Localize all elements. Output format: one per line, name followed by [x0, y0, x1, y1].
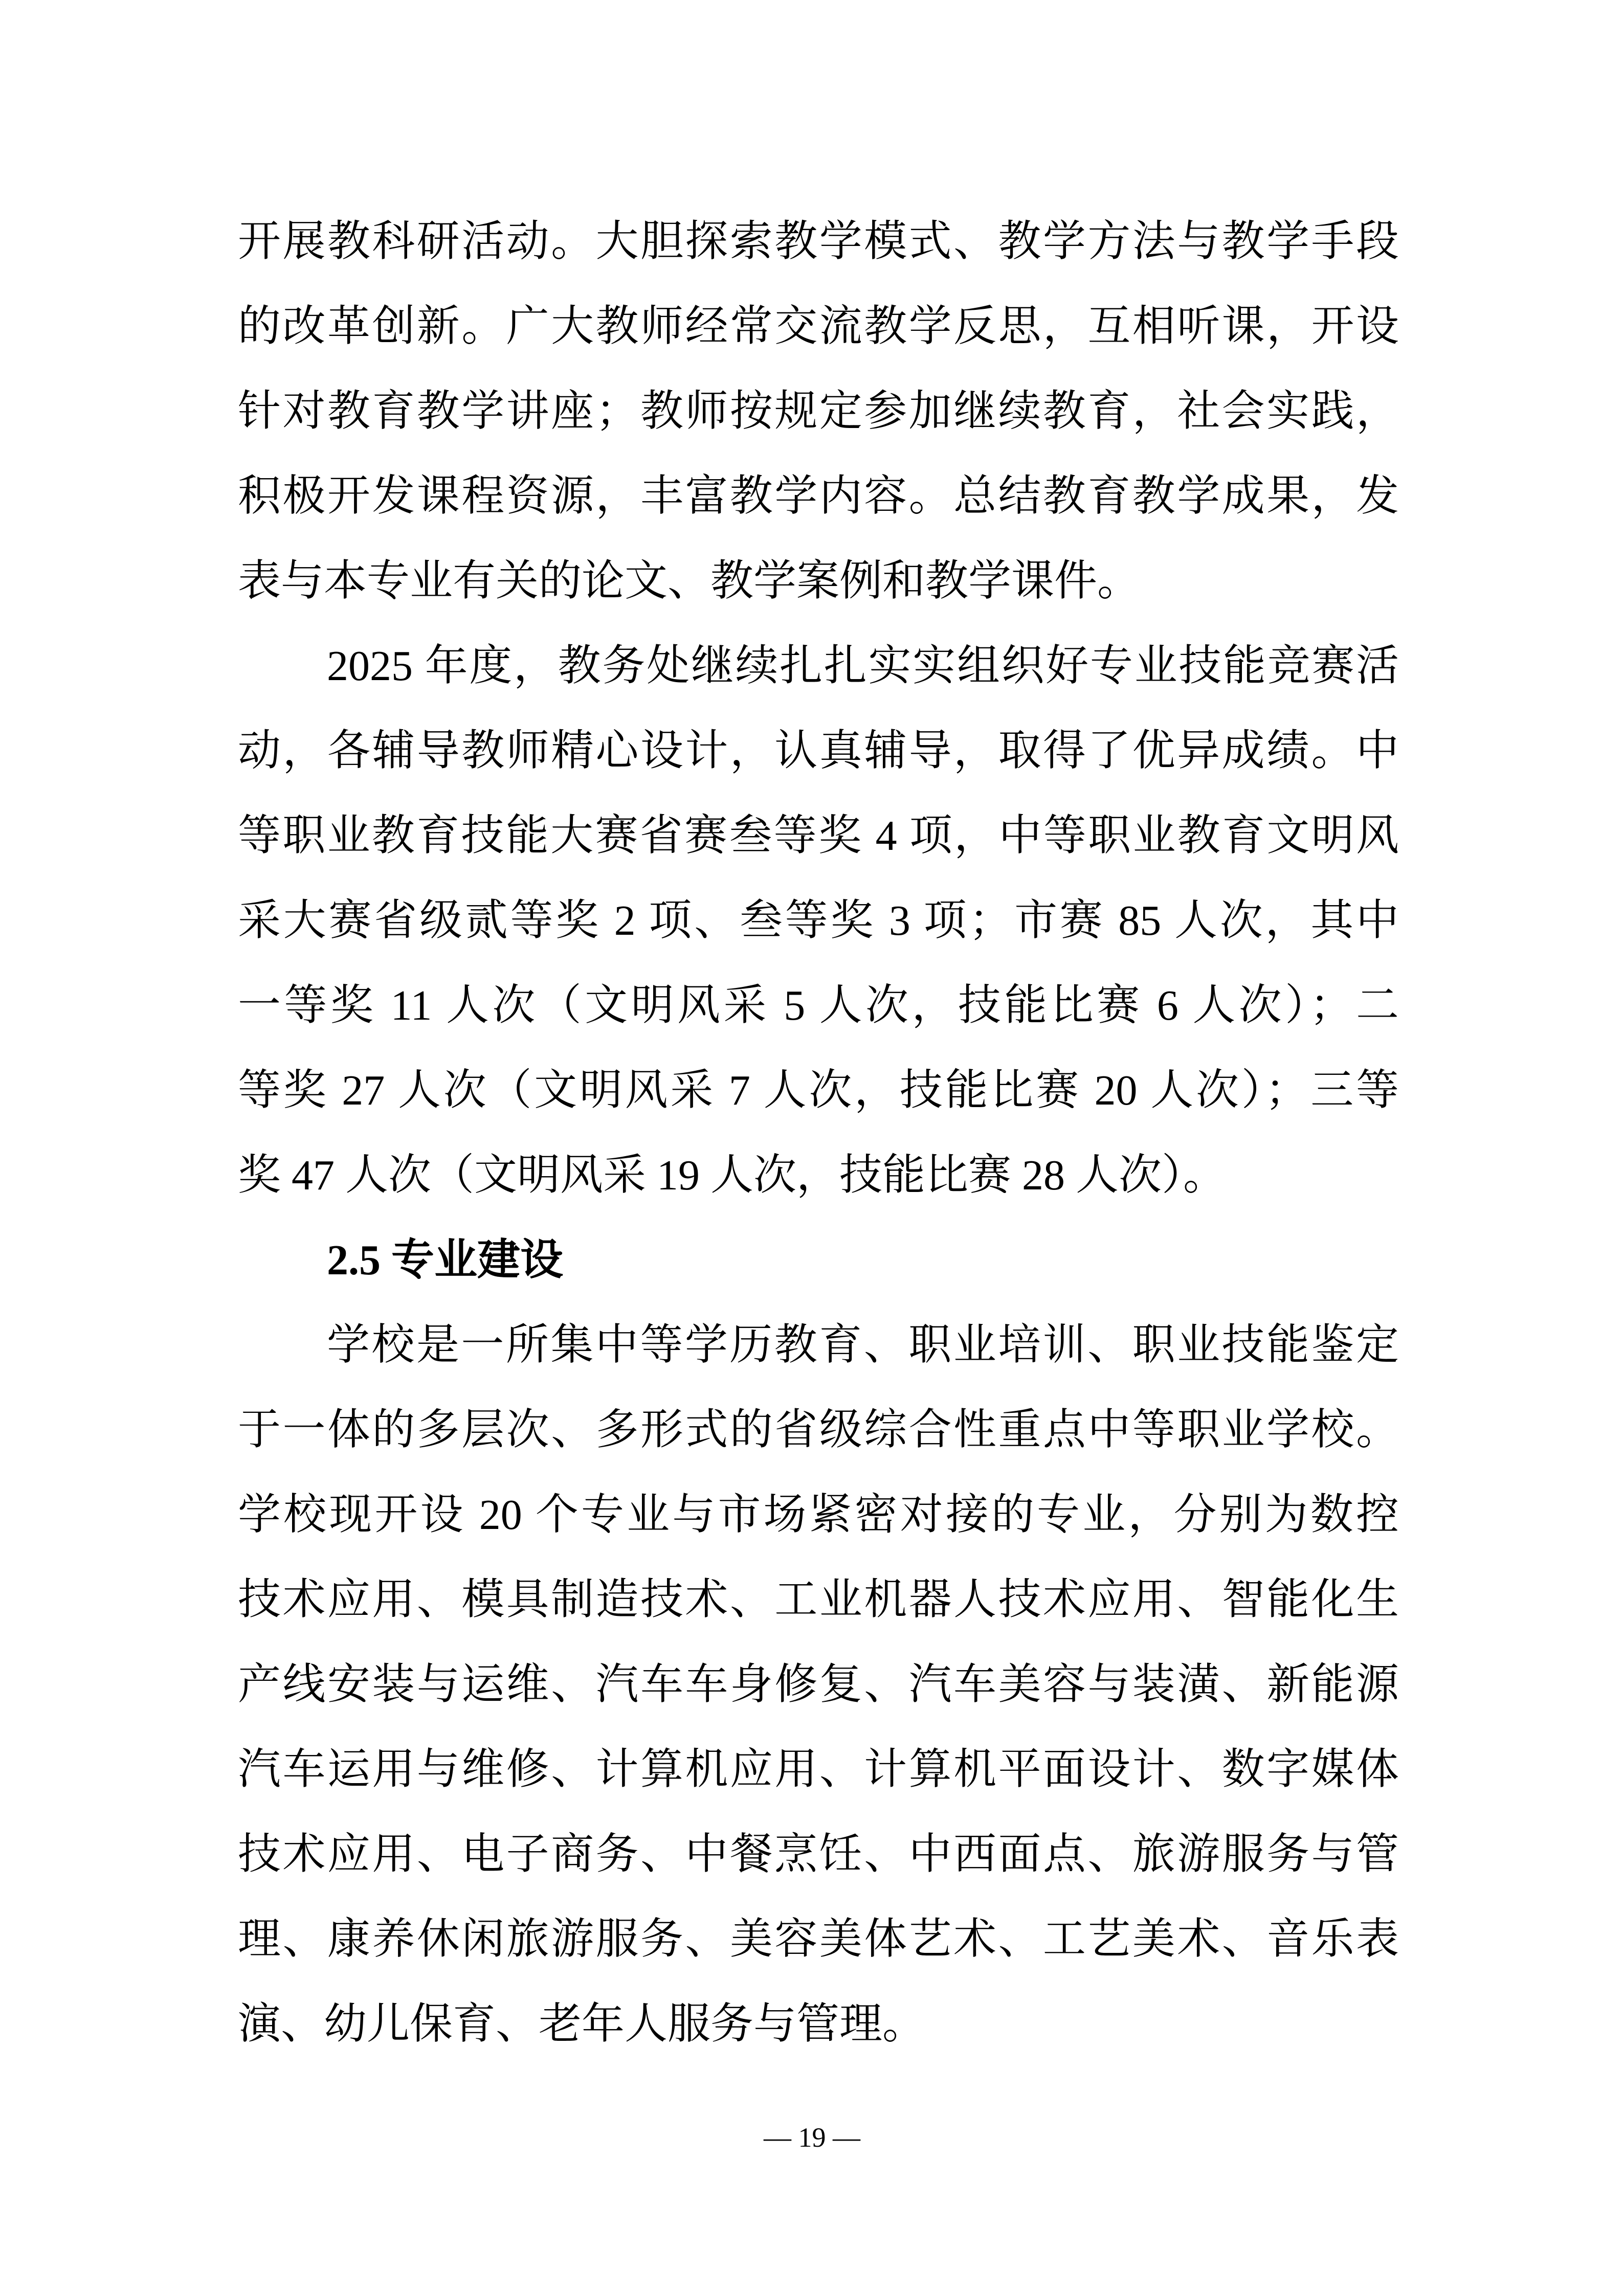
text-line-paragraph-end: 演、幼儿保育、老年人服务与管理。 [238, 2000, 926, 2048]
section-heading-2-5: 2.5 专业建设 [327, 1236, 564, 1284]
text-line: 学校现开设 20 个专业与市场紧密对接的专业，分别为数控 [238, 1491, 1399, 1539]
text-line: 技术应用、模具制造技术、工业机器人技术应用、智能化生 [238, 1576, 1399, 1624]
text-line: 针对教育教学讲座；教师按规定参加继续教育，社会实践， [238, 388, 1399, 435]
text-line: 一等奖 11 人次（文明风采 5 人次，技能比赛 6 人次）；二 [238, 982, 1399, 1029]
text-line: 采大赛省级贰等奖 2 项、叁等奖 3 项；市赛 85 人次，其中 [238, 897, 1399, 944]
text-line: 的改革创新。广大教师经常交流教学反思，互相听课，开设 [238, 303, 1399, 350]
text-line: 开展教科研活动。大胆探索教学模式、教学方法与教学手段 [238, 218, 1399, 265]
text-line: 汽车运用与维修、计算机应用、计算机平面设计、数字媒体 [238, 1746, 1399, 1793]
text-line: 于一体的多层次、多形式的省级综合性重点中等职业学校。 [238, 1406, 1399, 1454]
text-line: 等职业教育技能大赛省赛叁等奖 4 项，中等职业教育文明风 [238, 812, 1399, 860]
page-number: — 19 — [764, 2122, 860, 2153]
text-line: 等奖 27 人次（文明风采 7 人次，技能比赛 20 人次）；三等 [238, 1067, 1399, 1114]
text-line: 产线安装与运维、汽车车身修复、汽车美容与装潢、新能源 [238, 1661, 1399, 1708]
text-line: 积极开发课程资源，丰富教学内容。总结教育教学成果，发 [238, 472, 1399, 520]
text-line-paragraph-end: 表与本专业有关的论文、教学案例和教学课件。 [238, 557, 1141, 605]
text-line-paragraph-end: 奖 47 人次（文明风采 19 人次，技能比赛 28 人次）。 [238, 1152, 1227, 1199]
text-line-paragraph-start: 学校是一所集中等学历教育、职业培训、职业技能鉴定 [327, 1321, 1399, 1369]
text-line: 理、康养休闲旅游服务、美容美体艺术、工艺美术、音乐表 [238, 1916, 1399, 1963]
text-line: 技术应用、电子商务、中餐烹饪、中西面点、旅游服务与管 [238, 1831, 1399, 1878]
page-body-text [238, 199, 1399, 2067]
text-line: 动，各辅导教师精心设计，认真辅导，取得了优异成绩。中 [238, 727, 1399, 775]
text-line-paragraph-start: 2025 年度，教务处继续扎扎实实组织好专业技能竞赛活 [327, 642, 1399, 690]
